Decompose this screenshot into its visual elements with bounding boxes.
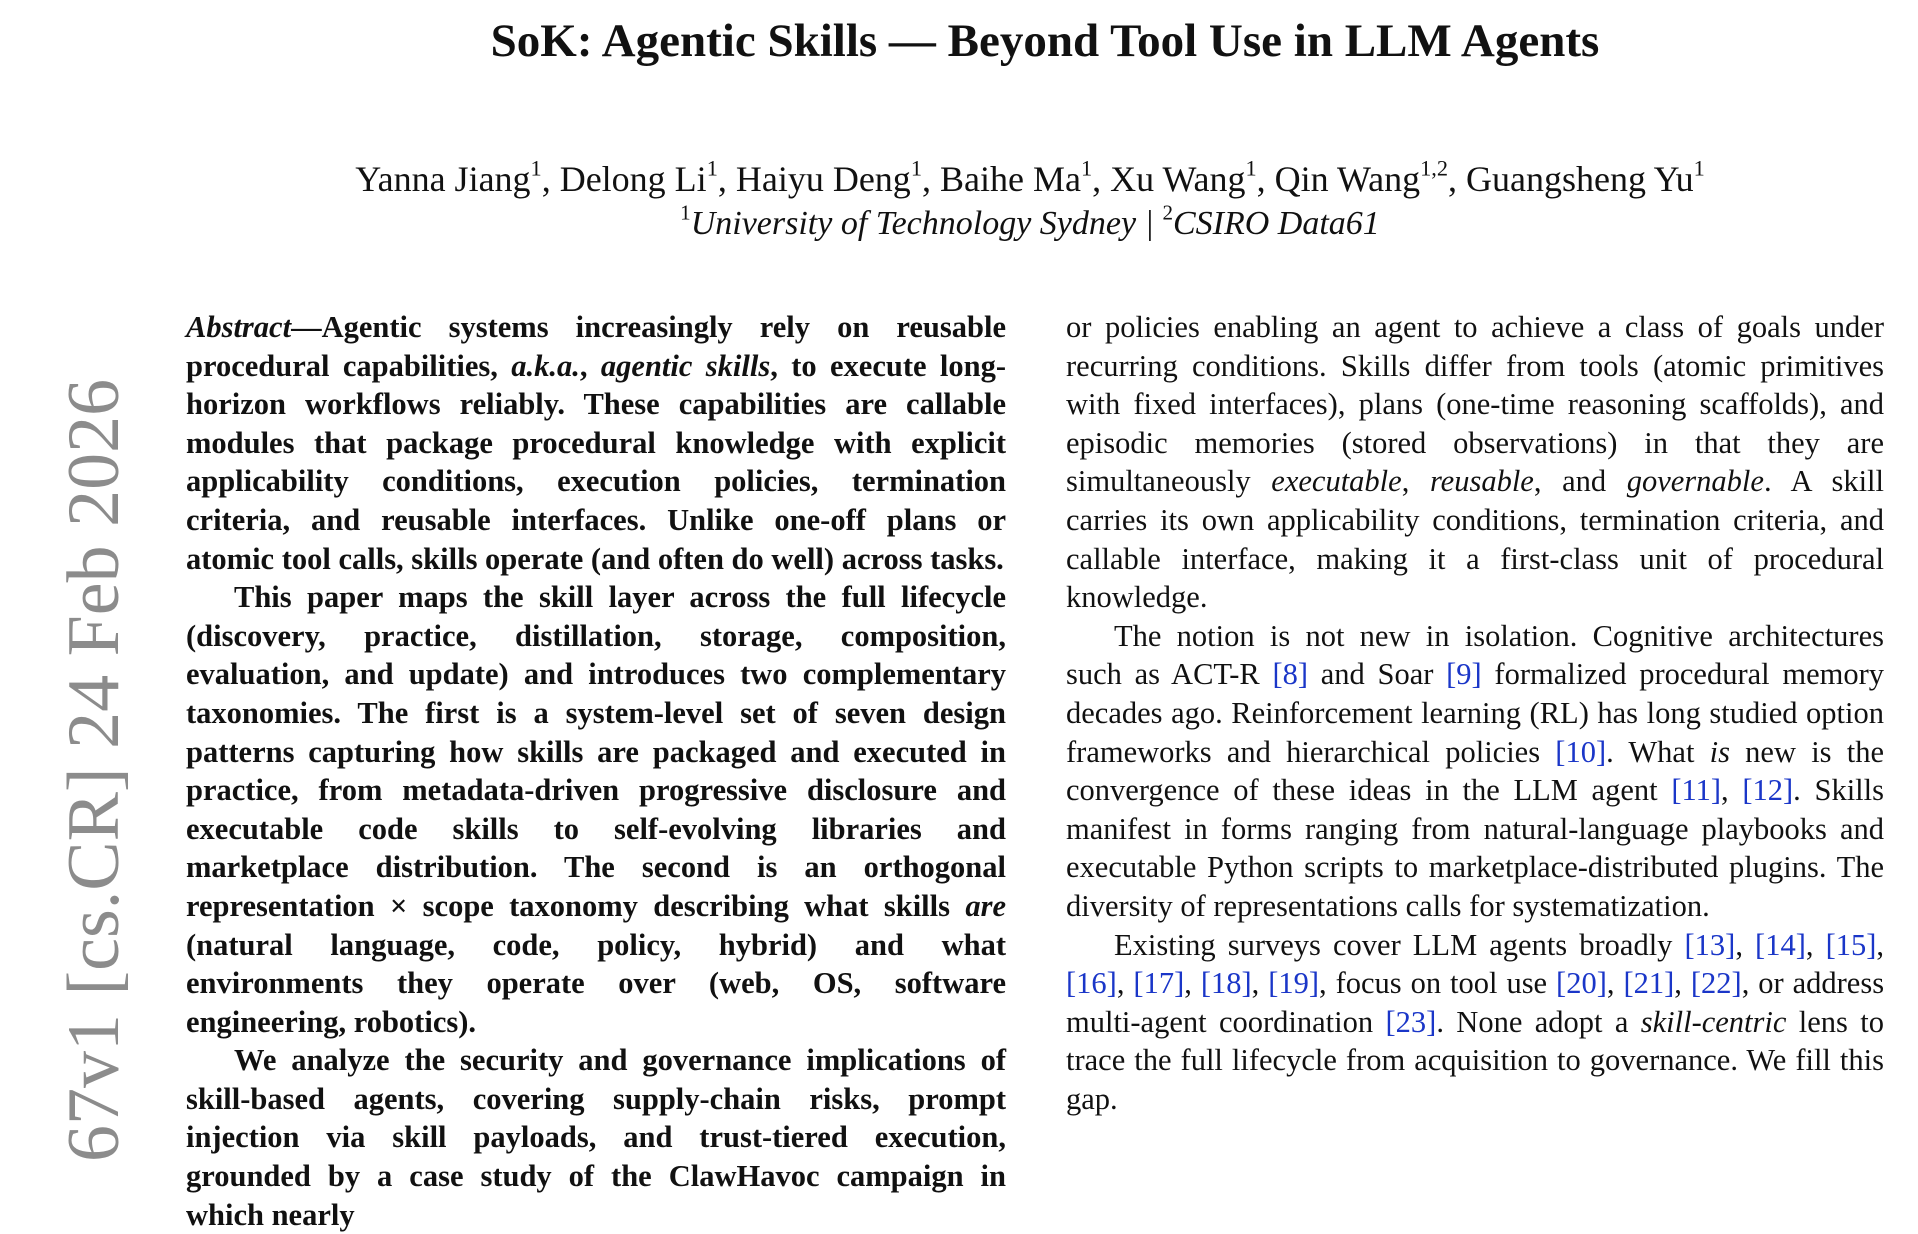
- affiliations: $^1$University of Technology Sydney | $^2$CSIRO Data61: [680, 200, 1380, 242]
- citation-link[interactable]: [21]: [1623, 966, 1675, 1001]
- emphasis-text: executable: [1271, 464, 1402, 499]
- citation-link[interactable]: [23]: [1385, 1004, 1437, 1039]
- affiliation-name: University of Technology Sydney: [690, 205, 1137, 242]
- abstract-label: Abstract: [186, 310, 292, 344]
- citation-link[interactable]: [17]: [1133, 966, 1185, 1001]
- emphasis-text: governable: [1626, 464, 1764, 499]
- emphasis-text: agentic skills: [600, 348, 771, 383]
- author: Baihe Ma$^1$: [939, 155, 1093, 199]
- affiliation-mark: 1: [530, 155, 542, 181]
- author: Xu Wang$^1$: [1110, 155, 1257, 199]
- citation-link[interactable]: [16]: [1066, 966, 1117, 1001]
- author: Qin Wang$^{1,2}$: [1274, 155, 1448, 199]
- paragraph: We analyze the security and governance implications of skill-based agents, covering supply-chain risks, prompt injection via skill payloads, and trust-tiered execution, grounded by a case study of the ClawHavoc campaign in which nearly: [186, 1043, 1006, 1232]
- citation-link[interactable]: [9]: [1446, 657, 1482, 692]
- affiliation-mark: 1: [1245, 155, 1257, 181]
- paragraph: or policies enabling an agent to achieve a class of goals under recurring conditions. Skills differ from tools (atomic primitives with fixed interfaces), plans (one-time reasoning scaffolds), and episodic memories (stored observations) in that they are simultaneously executable, reusable, and governable. A skill carries its own applicability conditions, termination criteria, and callable interface, making it a first-class unit of procedural knowledge.: [1066, 310, 1885, 615]
- affiliation-mark: 1: [1080, 155, 1093, 181]
- citation-link[interactable]: [12]: [1742, 773, 1794, 808]
- citation-link[interactable]: [15]: [1825, 927, 1877, 962]
- citation-link[interactable]: [18]: [1200, 966, 1252, 1001]
- left-column-abstract: [186, 308, 1006, 1234]
- author-list: Yanna Jiang$^1$, Delong Li$^1$, Haiyu Deng$^1$, Baihe Ma$^1$, Xu Wang$^1$, Qin Wang$^{1,2}$, Guangsheng Yu$^1$: [355, 155, 1705, 199]
- affiliation-mark: 2: [1162, 200, 1173, 225]
- author: Yanna Jiang$^1$: [355, 155, 542, 199]
- paragraph: The notion is not new in isolation. Cognitive architectures such as ACT-R [8] and Soar [9] formalized procedural memory decades ago. Reinforcement learning (RL) has long studied option frameworks and hierarchical policies [10]. What is new is the convergence of these ideas in the LLM agent [11], [12]. Skills manifest in forms ranging from natural-language playbooks and executable Python scripts to marketplace-distributed plugins. The diversity of representations calls for systematization.: [1066, 618, 1884, 923]
- paragraph: Abstract—Agentic systems increasingly rely on reusable procedural capabilities, a.k.a., agentic skills, to execute long-horizon workflows reliably. These capabilities are callable modules that package procedural knowledge with explicit applicability conditions, execution policies, termination criteria, and reusable interfaces. Unlike one-off plans or atomic tool calls, skills operate (and often do well) across tasks.: [186, 310, 1006, 576]
- emphasis-text: reusable: [1429, 464, 1534, 499]
- emphasis-text: is: [1709, 734, 1730, 769]
- citation-link[interactable]: [13]: [1684, 927, 1736, 962]
- citation-link[interactable]: [11]: [1671, 773, 1721, 808]
- citation-link[interactable]: [8]: [1272, 657, 1309, 692]
- affiliation-mark: 1: [680, 200, 691, 225]
- emphasis-text: skill-centric: [1640, 1004, 1787, 1039]
- citation-link[interactable]: [22]: [1690, 966, 1742, 1001]
- arxiv-identifier-watermark: 67v1 [cs.CR] 24 Feb 2026: [53, 378, 135, 1162]
- affiliation-mark: 1: [910, 155, 922, 181]
- author: Delong Li$^1$: [559, 155, 718, 199]
- paragraph: This paper maps the skill layer across the full lifecycle (discovery, practice, distillation, storage, composition, evaluation, and update) and introduces two complementary taxonomies. The first is a system-level set of seven design patterns capturing how skills are packaged and executed in practice, from metadata-driven progressive disclosure and executable code skills to self-evolving libraries and marketplace distribution. The second is an orthogonal representation × scope taxonomy describing what skills are (natural language, code, policy, hybrid) and what environments they operate over (web, OS, software engineering, robotics).: [186, 580, 1006, 1039]
- emphasis-text: are: [965, 888, 1006, 923]
- citation-link[interactable]: [20]: [1556, 966, 1607, 1001]
- author: Guangsheng Yu$^1$: [1466, 155, 1705, 199]
- paragraph: Existing surveys cover LLM agents broadly [13], [14], [15], [16], [17], [18], [19], focus on tool use [20], [21], [22], or address multi-agent coordination [23]. None adopt a skill-centric lens to trace the full lifecycle from acquisition to governance. We fill this gap.: [1066, 927, 1885, 1116]
- citation-link[interactable]: [19]: [1268, 966, 1320, 1001]
- emphasis-text: a.k.a.: [511, 348, 580, 383]
- paper-title: SoK: Agentic Skills — Beyond Tool Use in LLM Agents: [490, 15, 1600, 67]
- affiliation-mark: 1: [706, 155, 718, 181]
- affiliation-mark: 1: [1693, 155, 1705, 181]
- citation-link[interactable]: [10]: [1555, 734, 1607, 769]
- affiliation-name: CSIRO Data61: [1172, 205, 1380, 242]
- author: Haiyu Deng$^1$: [735, 155, 922, 199]
- citation-link[interactable]: [14]: [1755, 927, 1806, 962]
- affiliation-mark: 1,2: [1420, 155, 1448, 181]
- right-column-introduction: [1066, 308, 1884, 1118]
